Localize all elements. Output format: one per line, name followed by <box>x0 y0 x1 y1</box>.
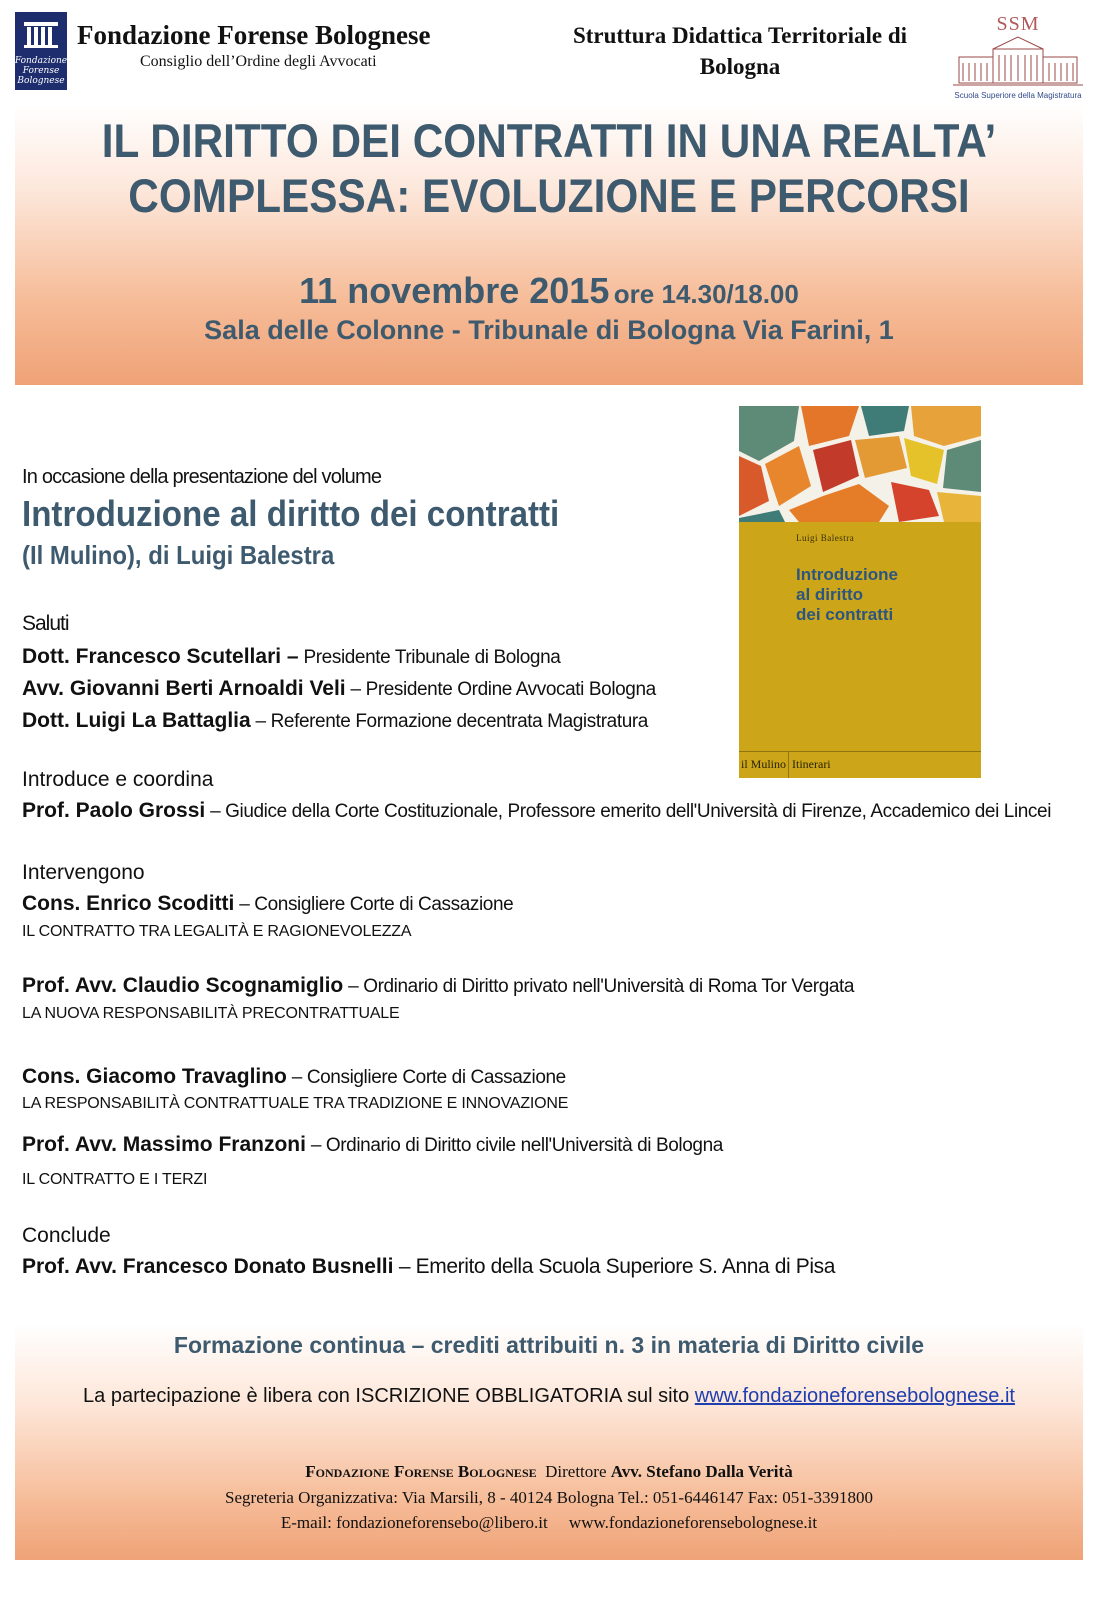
event-date: 11 novembre 2015 <box>299 270 610 311</box>
ssm-caption: Scuola Superiore della Magistratura <box>954 91 1082 100</box>
book-cover <box>739 406 981 778</box>
speaker-row <box>22 892 513 916</box>
speaker-name: Prof. Avv. Francesco Donato Busnelli <box>22 1255 394 1278</box>
speaker-name: Prof. Paolo Grossi <box>22 799 206 822</box>
cover-divider <box>788 752 789 778</box>
cover-title: Introduzione al diritto dei contratti <box>796 565 898 624</box>
speaker-role: – Ordinario di Diritto civile nell'Università di Bologna <box>305 1135 723 1156</box>
talk-topic: IL CONTRATTO E I TERZI <box>22 1171 208 1188</box>
speaker-role: – Emerito della Scuola Superiore S. Anna di Pisa <box>393 1255 835 1278</box>
speaker-row <box>22 677 656 701</box>
cover-author: Luigi Balestra <box>796 533 855 543</box>
speaker-name: Cons. Giacomo Travaglino <box>22 1065 287 1088</box>
speaker-name: Avv. Giovanni Berti Arnoaldi Veli <box>22 677 346 700</box>
speaker-name: Dott. Francesco Scutellari – <box>22 645 299 668</box>
speaker-name: Prof. Avv. Massimo Franzoni <box>22 1133 306 1156</box>
building-icon <box>22 18 60 50</box>
speaker-role: – Ordinario di Diritto privato nell'Università di Roma Tor Vergata <box>343 976 855 997</box>
speaker-name: Prof. Avv. Claudio Scognamiglio <box>22 974 344 997</box>
speaker-role: – Consigliere Corte di Cassazione <box>286 1067 566 1088</box>
speaker-row <box>22 1065 566 1089</box>
speaker-row <box>22 645 560 669</box>
coordina-heading: Introduce e coordina <box>22 768 214 791</box>
cover-footer <box>739 751 981 778</box>
talk-topic: LA RESPONSABILITÀ CONTRATTUALE TRA TRADIZIONE E INNOVAZIONE <box>22 1095 569 1112</box>
ssm-logo-text: SSM <box>996 13 1040 35</box>
speaker-role: – Presidente Ordine Avvocati Bologna <box>345 679 656 700</box>
cover-publisher: il Mulino <box>741 757 787 771</box>
mosaic-artwork <box>739 406 981 522</box>
credits-text: Formazione continua – crediti attribuiti n. 3 in materia di Diritto civile <box>173 1332 925 1358</box>
speaker-row <box>22 799 1051 823</box>
fondazione-forense-logo <box>15 12 67 90</box>
struttura-didattica-title: Struttura Didattica Territoriale di Bologna <box>572 23 908 79</box>
saluti-heading: Saluti <box>22 612 69 635</box>
speaker-role: – Referente Formazione decentrata Magistratura <box>250 711 648 732</box>
speaker-role: – Giudice della Corte Costituzionale, Professore emerito dell'Università di Firenze, Accademico dei Lincei <box>205 801 1052 822</box>
footer-director-label: Direttore <box>545 1462 607 1481</box>
conclude-heading: Conclude <box>22 1224 111 1247</box>
event-date-line <box>15 270 1083 312</box>
speaker-row <box>22 709 648 733</box>
registration-text: La partecipazione è libera con ISCRIZIONE OBBLIGATORIA sul sito <box>83 1385 695 1407</box>
logo-text: Fondazione Forense Bolognese <box>14 56 68 86</box>
palace-icon <box>953 35 1083 89</box>
speaker-row <box>22 1133 723 1157</box>
speaker-name: Dott. Luigi La Battaglia <box>22 709 251 732</box>
cover-series: Itinerari <box>792 757 831 771</box>
ssm-logo <box>953 13 1083 101</box>
registration-link[interactable]: www.fondazioneforensebolognese.it <box>694 1385 1015 1407</box>
footer-org-line <box>15 1462 1083 1482</box>
speaker-row <box>22 974 854 998</box>
event-title: IL DIRITTO DEI CONTRATTI IN UNA REALTA’ COMPLESSA: EVOLUZIONE E PERCORSI <box>101 114 997 222</box>
book-subtitle: (Il Mulino), di Luigi Balestra <box>22 540 335 570</box>
footer-director-name: Avv. Stefano Dalla Verità <box>610 1462 793 1481</box>
event-venue: Sala delle Colonne - Tribunale di Bologna Via Farini, 1 <box>204 315 894 345</box>
footer-secretariat: Segreteria Organizzativa: Via Marsili, 8 - 40124 Bologna Tel.: 051-6446147 Fax: 051-3391800 <box>225 1488 873 1507</box>
registration-line <box>15 1385 1083 1408</box>
event-time: ore 14.30/18.00 <box>613 279 799 309</box>
speaker-name: Cons. Enrico Scoditti <box>22 892 235 915</box>
intervengono-heading: Intervengono <box>22 861 145 884</box>
org-name: Fondazione Forense Bolognese <box>77 20 431 50</box>
speaker-role: – Consigliere Corte di Cassazione <box>234 894 514 915</box>
footer-contacts: E-mail: fondazioneforensebo@libero.it www.fondazioneforensebolognese.it <box>280 1513 818 1532</box>
speaker-row <box>22 1255 835 1279</box>
speaker-role: Presidente Tribunale di Bologna <box>298 647 561 668</box>
footer-org-name: Fondazione Forense Bolognese <box>305 1462 537 1481</box>
book-title: Introduzione al diritto dei contratti <box>22 493 560 534</box>
talk-topic: LA NUOVA RESPONSABILITÀ PRECONTRATTUALE <box>22 1005 400 1022</box>
org-subtitle: Consiglio dell’Ordine degli Avvocati <box>140 53 377 70</box>
talk-topic: IL CONTRATTO TRA LEGALITÀ E RAGIONEVOLEZZA <box>22 923 412 940</box>
book-intro: In occasione della presentazione del volume <box>22 466 382 488</box>
